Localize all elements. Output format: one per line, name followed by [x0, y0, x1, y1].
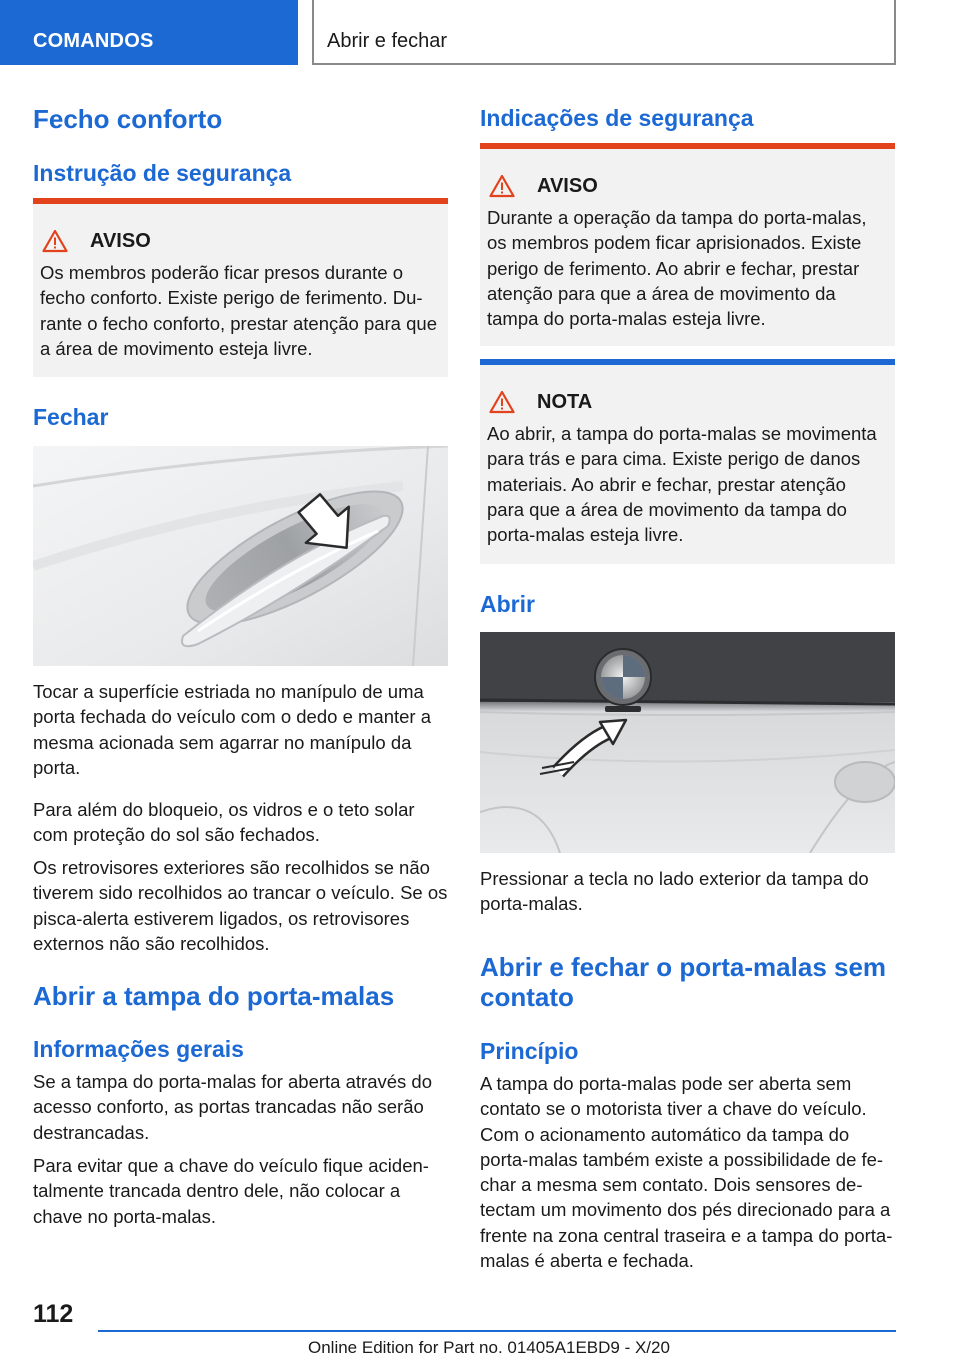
footer-edition: Online Edition for Part no. 01405A1EBD9 - X/20	[308, 1338, 670, 1357]
heading-principio: Princípio	[480, 1038, 579, 1064]
note-triangle-icon	[489, 390, 515, 414]
warning-label: AVISO	[90, 229, 151, 252]
note-label: NOTA	[537, 390, 593, 413]
page-number: 112	[33, 1300, 74, 1328]
section-tab: COMANDOS	[0, 0, 298, 65]
warning-triangle-icon	[42, 229, 68, 253]
paragraph-principio: A tampa do porta-malas pode ser aberta sem contato se o motorista tiver a chave do veículo. Com o acionamento automático da tampa do porta-malas também existe a possibilidade de fe-char a mesma sem contato. Dois sensores de-tectam um movimento dos pés direcionado para a frente na zona central traseira e a tampa do porta-malas é aberta e fechada.	[480, 1073, 893, 1272]
heading-abrir: Abrir	[480, 591, 535, 617]
heading-instrucao-seguranca: Instrução de segurança	[33, 160, 292, 186]
note-box-tampa	[480, 359, 895, 564]
tailgate-button-illustration	[480, 632, 895, 853]
chapter-title: Abrir e fechar	[312, 0, 896, 65]
heading-fechar: Fechar	[33, 404, 109, 430]
heading-abrir-tampa: Abrir a tampa do porta-malas	[33, 981, 395, 1011]
heading-indicacoes-seguranca: Indicações de segurança	[480, 105, 754, 131]
door-handle-illustration	[33, 446, 448, 666]
paragraph-tocar: Tocar a superfície estriada no manípulo de uma porta fechada do veículo com o dedo e manter a mesma acionada sem agarrar no manípulo da porta.	[33, 681, 432, 778]
heading-informacoes-gerais: Informações gerais	[33, 1036, 244, 1062]
paragraph-pressionar: Pressionar a tecla no lado exterior da tampa do porta-malas.	[480, 868, 869, 915]
heading-sem-contato: Abrir e fechar o porta-malas sem contato	[480, 952, 887, 1012]
heading-fecho-conforto: Fecho conforto	[33, 104, 223, 134]
warning-triangle-icon	[489, 174, 515, 198]
paragraph-info-1: Se a tampa do porta-malas for aberta através do acesso conforto, as portas trancadas não serão destrancadas.	[33, 1071, 432, 1143]
paragraph-info-2: Para evitar que a chave do veículo fique aciden-talmente trancada dentro dele, não colocar a chave no porta-malas.	[33, 1155, 429, 1227]
warning-box-tampa	[480, 143, 895, 346]
warning-box-fecho	[33, 198, 448, 377]
warning-label: AVISO	[537, 174, 598, 197]
warning-text: Durante a operação da tampa do porta-malas, os membros podem ficar aprisionados. Existe perigo de ferimento. Ao abrir e fechar, prestar atenção para que a área de movimento da tampa do porta-malas esteja livre.	[487, 207, 867, 330]
paragraph-alem: Para além do bloqueio, os vidros e o teto solar com proteção do sol são fechados.	[33, 799, 415, 846]
note-text: Ao abrir, a tampa do porta-malas se movimenta para trás e para cima. Existe perigo de danos materiais. Ao abrir e fechar, prestar atenção para que a área de movimento da tampa do porta-malas esteja livre.	[487, 423, 877, 546]
footer-rule	[98, 1330, 896, 1332]
warning-text: Os membros poderão ficar presos durante o fecho conforto. Existe perigo de ferimento. Du-rante o fecho conforto, prestar atenção para que a área de movimento esteja livre.	[40, 262, 437, 359]
paragraph-retrovisores: Os retrovisores exteriores são recolhidos se não tiverem sido recolhidos ao trancar o veículo. Se os pisca-alerta estiverem ligados, os retrovisores externos não são recolhidos.	[33, 857, 448, 954]
